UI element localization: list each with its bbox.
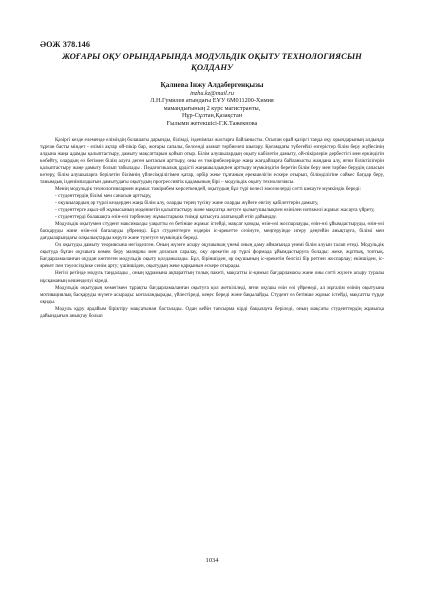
list-item: - оқушылардың әр түрлі кездерден жаңа білім алу, оларды терең түсіну және оларды жүйеге енгізу қабілеттерін дамыту, bbox=[55, 199, 319, 206]
body-paragraph: Модульдік оқытудың көмегімен тұрақты бағдарламаланған оқытуға қол жеткізіледі, яғни оқушы өзін өзі үйренеді, ал мұғалім өзінің оқытуына мотивациялық басқаруды жүзеге асырады: ынталандырады, үйлестіреді, кеңес береді және бақылайды. Студент өз бетінше жұмыс істейді, мақсатты түрде оқиды. bbox=[40, 284, 384, 305]
article-title-line-1: ЖОҒАРЫ ОҚУ ОРЫНДАРЫНДА МОДУЛЬДІК ОҚЫТУ ТЕХНОЛОГИЯСЫН bbox=[62, 51, 362, 61]
body-paragraph: Негізі ретінде модуль таңдалады , оның құрамына ақпараттың толық пакеті, мақсатты іс-қимыл бағдарламасы және оны сәтті жүзеге асыру туралы нұсқаманың кешенделуі кіреді. bbox=[40, 270, 384, 284]
author-affiliation: Л.Н.Гумилев атындағы ЕҰУ 6М011200-Химия bbox=[150, 97, 274, 105]
list-item: - студенттерге ақыл-ой жұмысының мәдениетін қалыптастыру және мақсатқа жетуге қызығушылықпен өзінілен нәтижелі жұмыс жасауға үйрету, bbox=[55, 207, 375, 214]
article-title-line-2: ҚОЛДАНУ bbox=[191, 61, 233, 72]
author-block bbox=[40, 82, 384, 128]
body-paragraph: Модуль құру әрдайым біріктіру мақсатынан басталады. Одан кейін тапсырма кірді бақылауға беріледі, оның мақсаты студенттердің жұмысқа дайындығын анықтау болып bbox=[40, 305, 384, 319]
author-name: Қалиева Інжу Алдабергенқызы bbox=[160, 81, 264, 89]
udc-code: ӘОЖ 378.146 bbox=[40, 40, 91, 49]
author-position: мамандығының 2 курс магистранты, bbox=[163, 104, 261, 112]
body-paragraph: Ол оқытуды дамыту теориясына негізделген. Оның жүзеге асыру оқушының үнемі оның даму аймағында үнемі білім алуын талап етеді. Модульдік оқытуда бұған оқушыға көмек беру мазмұны мен дозасын саралау, оқу әрекетін әр түрлі формада ұйымдастыруға болады: жеке, жұптық, топтық. Бағдарламаланған оқудан көптеген модульдік оқыту қолданылады. Бұл, біріншіден, әр оқушының іс-әрекетін белгілі бір ретпен жоспарлау; екіншіден, іс-әрекет пен тәуелсіздікке сенім арту; үшіншіден, оқытудың жеке қарқынын ескере отырады. bbox=[40, 242, 384, 270]
body-paragraph: Модульдік оқытумен студент максималды уақытты өз бетінше жұмыс істейді, мақсат қоюды, өзін-өзі жоспарлауды, өзін-өзі ұйымдастыруды, өзін-өзі басқаруды және өзін-өзі бағалауды үйренеді. Бұл студенттерге өздерін іс-әрекетте сезінуге, меңгеруінде игеру деңгейін анықтауға, білімі мен дағдыларындағы олқылықтарды көруге және түзетуге мүмкіндік береді. bbox=[40, 221, 384, 242]
list-item: - студенттердің білімі мен санасын арттыру, bbox=[55, 192, 152, 199]
author-supervisor: Ғылыми жетекшісі-Г.К.Тажекнова bbox=[166, 119, 258, 127]
body-paragraph: Менің модульдік технологиялармен жұмыс тәжірибем көрсеткендей, оқытудың бұл түрі келесі мәселелерді сәтті шешуге мүмкіндік береді: bbox=[55, 185, 361, 192]
page-number: 1034 bbox=[205, 557, 219, 564]
article-title bbox=[40, 51, 384, 72]
list-item: - студенттерді болашақта өзін-өзі тәрбиелеу жұмыстарына тиімді қатысуға алатындай етіп дайындау. bbox=[55, 214, 277, 221]
author-email: inzhu.kz@mail.ru bbox=[190, 89, 234, 97]
body-paragraph: Қазіргі кезде елеменде еліміздің болашағы дарынды, білімді, ізденімпаз жастарға байланысты. Осыған орай қазіргі таңда оқу орындарының алдында тұрған басты міндет - еліміз ақтар ой-пікір бар, жоғары сапалы, белсенді азамат тәрбиелеп шығару. Қоғамдағы түбегейлі өзгерістер білім беру жүйесінің алдына жаңа адамды қалыптастыру, дамыту мақсаттарын қойып отыр. Білім алушылардың оқыту кабілетін дамыту, ой-пікірлерін дербестігі мен еркіндігін көбейту, олардың өз бетімен білім алуға деген ынтасын арттыру, оны өз тәжірибелеріңде жаңа жағдайларға байланысты жандана алу, яғни біліктілігерін қалыптастыру жаңе дамыту болып табылады . Педагогикалық ұрдісті жаңашылдықпен арттыру мүмкіндігін беретін білім беру мен тәрбие берудің сапасын көтеру, білім алушыларға берілетін білімнің үйлесімділігімен қатар, әрбір жеке тұлғаның ерекшелігін ескере отырып, білімділігіне сәйкес бағдар беру, танымдық ізденімпаздығын дамытудағы оқытудың прогрессивтік қадамының бірі – модульдік оқыту технологиясы. bbox=[40, 136, 384, 185]
article-body bbox=[40, 137, 384, 320]
author-city: Нұр-Сұлтан,Қазақстан bbox=[181, 112, 243, 120]
